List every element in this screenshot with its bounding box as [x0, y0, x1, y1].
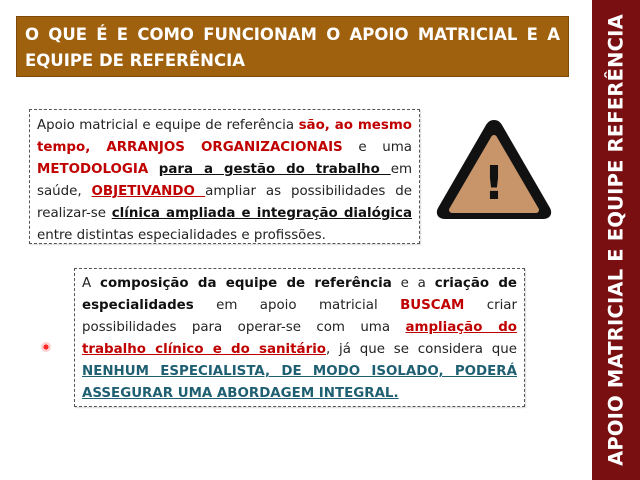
- text-box-definition: [29, 109, 420, 244]
- text-box-composicao: [74, 268, 525, 407]
- slide-title-text: O QUE É E COMO FUNCIONAM O APOIO MATRICIAL E A EQUIPE DE REFERÊNCIA: [25, 25, 560, 70]
- vertical-sidebar: [592, 0, 640, 480]
- box2-text-3: e a: [391, 276, 435, 291]
- box1-text-11: entre distintas especialidades e profissões.: [37, 228, 326, 243]
- box1-text-3: e uma: [342, 140, 412, 155]
- box1-emphasis-metodologia: METODOLOGIA: [37, 162, 149, 177]
- box2-text-9: , já que se considera que: [325, 342, 517, 357]
- box2-text-5: em apoio matricial: [193, 298, 401, 313]
- box1-emphasis-clinica: clínica ampliada e integração dialógica: [111, 206, 412, 221]
- box1-text-7: em saúde,: [37, 162, 412, 199]
- box2-emphasis-ampliacao: ampliação do trabalho clínico e do sanitário: [82, 320, 517, 357]
- warning-exclamation-mark: !: [483, 156, 505, 210]
- box1-text-9: ampliar as possibilidades de realizar-se: [37, 184, 412, 221]
- box2-text-1: A: [82, 276, 101, 291]
- box1-emphasis-arranjos: são, ao mesmo tempo, ARRANJOS ORGANIZACIONAIS: [37, 118, 413, 155]
- laser-pointer-dot: [41, 342, 51, 352]
- box2-emphasis-buscam: BUSCAM: [400, 298, 465, 313]
- box2-emphasis-criacao: criação de especialidades: [82, 276, 517, 313]
- sidebar-label: APOIO MATRICIAL E EQUIPE REFERÊNCIA: [604, 14, 628, 466]
- box1-text-5: [148, 162, 159, 177]
- box2-emphasis-composicao: composição da equipe de referência: [100, 276, 392, 291]
- slide-title: [16, 16, 569, 77]
- box1-text-1: Apoio matricial e equipe de referência: [37, 118, 299, 133]
- warning-exclamation-icon: [432, 114, 556, 224]
- box2-text-7: criar possibilidades para operar-se com uma: [82, 298, 518, 335]
- box1-emphasis-gestao: para a gestão do trabalho: [158, 162, 391, 177]
- box2-emphasis-nenhum: NENHUM ESPECIALISTA, DE MODO ISOLADO, PODERÁ ASSEGURAR UMA ABORDAGEM INTEGRAL.: [82, 364, 517, 401]
- box1-emphasis-objetivando: OBJETIVANDO: [91, 184, 206, 199]
